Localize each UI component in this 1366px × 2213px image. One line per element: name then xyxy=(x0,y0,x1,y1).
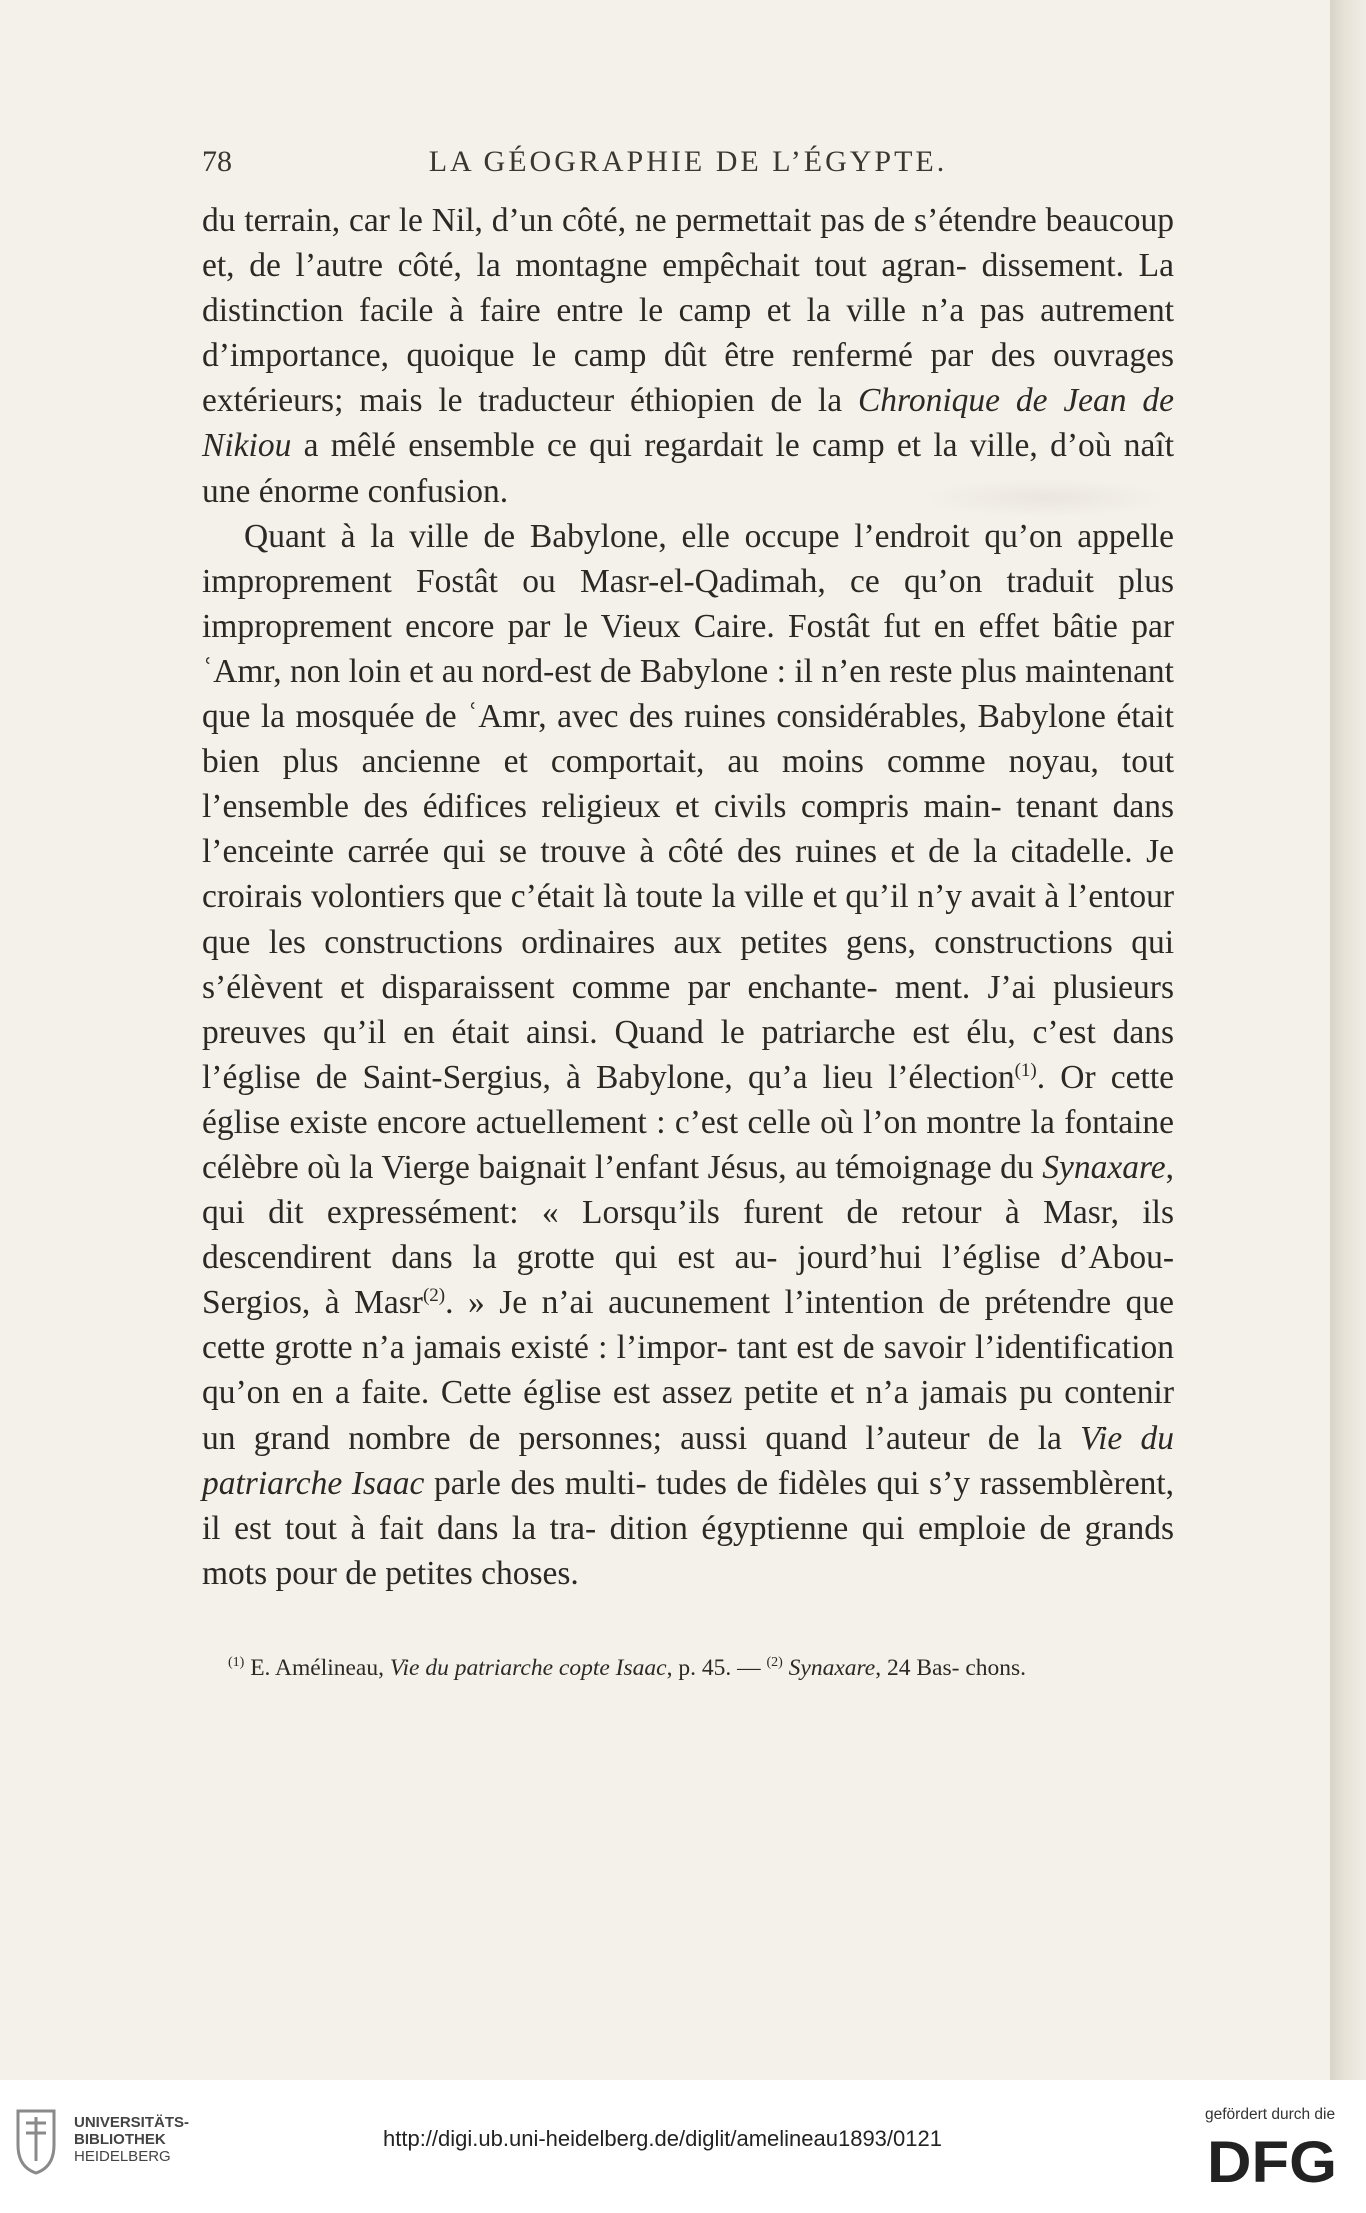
italic-title: Synaxare xyxy=(1042,1148,1166,1186)
footnote-text: , p. 45. — xyxy=(666,1655,767,1681)
text-line: constructions qui s’élèvent et disparaissent comme par enchante- xyxy=(202,923,1174,1006)
text-line: improprement Fostât ou Masr-el-Qadimah, ce qu’on traduit plus xyxy=(202,562,1174,600)
library-name xyxy=(74,2114,189,2165)
text-line: improprement encore par le Vieux Caire. Fostât fut en effet bâtie xyxy=(202,607,1118,645)
footnote-text: , 24 Bas- xyxy=(875,1655,960,1681)
text-line: par des ouvrages extérieurs; mais le traducteur éthiopien de la xyxy=(202,337,1174,420)
text-line: . » Je n’ai aucunement xyxy=(445,1284,771,1322)
text-line: aussi quand l’auteur de la xyxy=(680,1419,1081,1457)
footnote xyxy=(202,1651,1174,1685)
text-line: maintenant que la mosquée de ʿAmr, avec des ruines considérables, xyxy=(202,652,1174,736)
footnote-ref: (2) xyxy=(422,1285,446,1307)
text-line: noyau, tout l’ensemble des édifices religieux et civils compris main- xyxy=(202,743,1174,826)
text-line: Quant à la ville de Babylone, elle occupe l’endroit qu’on appelle xyxy=(244,517,1174,555)
footnote-ref: (1) xyxy=(1014,1059,1037,1081)
text-line: . Or cette église existe encore actuellement : c’est celle xyxy=(202,1058,1175,1141)
page-number: 78 xyxy=(202,145,232,178)
footnote-mark: (2) xyxy=(766,1655,783,1670)
text-line: est élu, c’est dans l’église de Saint-Sergius, à Babylone, qu’a lieu xyxy=(202,1013,1175,1096)
text-line: jourd’hui l’église d’Abou-Sergios, à Masr xyxy=(202,1239,1174,1322)
page-edge xyxy=(1330,0,1366,2080)
library-line: HEIDELBERG xyxy=(74,2148,171,2165)
text-line: a mêlé ensemble ce qui regardait le xyxy=(291,427,800,465)
text-line: la citadelle. Je croirais volontiers que c’était là toute la ville et qu’il xyxy=(202,833,1174,916)
library-line: UNIVERSITÄTS- xyxy=(74,2114,190,2131)
text-line: pas autrement d’importance, quoique le camp dût être renfermé xyxy=(202,292,1175,375)
dfg-logo-text: DFG xyxy=(1207,2136,1337,2188)
funding-caption: gefördert durch die xyxy=(1205,2106,1336,2123)
footnote-italic: Vie du patriarche copte Isaac xyxy=(389,1655,667,1681)
dfg-logo xyxy=(1207,2136,1339,2188)
footnote-italic: Synaxare xyxy=(788,1655,876,1681)
footnote-text: chons. xyxy=(965,1655,1027,1681)
university-seal-icon xyxy=(12,2105,60,2177)
text-line: tenant dans l’enceinte carrée qui se trouve à côté des ruines et de xyxy=(202,788,1174,871)
footnote-mark: (1) xyxy=(228,1655,245,1670)
italic-title: Chronique de Jean de Nikiou xyxy=(202,382,1175,465)
footnotes xyxy=(202,1651,1174,1685)
body-text xyxy=(202,198,1174,1596)
library-line: BIBLIOTHEK xyxy=(74,2131,166,2148)
running-title: LA GÉOGRAPHIE DE L’ÉGYPTE. xyxy=(428,145,948,178)
text-line: l’intention de prétendre que cette grotte n’a jamais existé : l’impor- xyxy=(202,1284,1175,1367)
paragraph xyxy=(202,198,1174,514)
text-line: n’y avait à l’entour que les constructions ordinaires aux petites gens, xyxy=(202,878,1174,961)
text-line: par ʿAmr, non loin et au nord-est de Babylone : il n’en reste plus xyxy=(202,607,1175,690)
text-line: tant est de savoir l’identification qu’on en a faite. Cette église est assez xyxy=(202,1329,1175,1412)
text-line: ment. J’ai plusieurs preuves qu’il en était ainsi. Quand le patriarche xyxy=(202,968,1174,1051)
text-line: beaucoup et, de l’autre côté, la montagne empêchait tout agran- xyxy=(202,202,1174,285)
text-line: petite et n’a jamais pu contenir un grand nombre de personnes; xyxy=(202,1374,1174,1457)
text-line: furent de retour à Masr, ils descendirent dans la grotte qui est au- xyxy=(202,1194,1175,1277)
text-line: parle des multi- xyxy=(424,1464,647,1502)
paragraph xyxy=(202,514,1174,1596)
page-header xyxy=(202,145,1174,185)
text-line: du terrain, car le Nil, d’un côté, ne permettait pas de s’étendre xyxy=(202,202,1037,239)
text-line: , qui dit expressément: « Lorsqu’ils xyxy=(202,1148,1174,1232)
italic-title: Vie du patriarche Isaac xyxy=(202,1419,1175,1502)
text-line: dissement. La distinction facile à faire entre le camp et la ville n’a xyxy=(202,247,1174,330)
text-line: tudes de fidèles qui s’y rassemblèrent, il est tout à fait dans la tra- xyxy=(202,1464,1174,1547)
text-line: Babylone était bien plus ancienne et comportait, au moins comme xyxy=(202,698,1174,781)
permalink-url[interactable]: http://digi.ub.uni-heidelberg.de/diglit/amelineau1893/0121 xyxy=(383,2126,942,2151)
text-line: dition égyptienne qui emploie de grands mots pour de petites choses. xyxy=(202,1509,1174,1592)
footnote-text: E. Amélineau, xyxy=(244,1655,390,1681)
text-line: l’élection xyxy=(888,1058,1015,1096)
text-line: camp et la ville, d’où naît une énorme confusion. xyxy=(202,427,1175,510)
text-line: où l’on montre la fontaine célèbre où la Vierge baignait l’enfant xyxy=(202,1103,1174,1186)
text-line: Jésus, au témoignage du xyxy=(707,1148,1043,1186)
